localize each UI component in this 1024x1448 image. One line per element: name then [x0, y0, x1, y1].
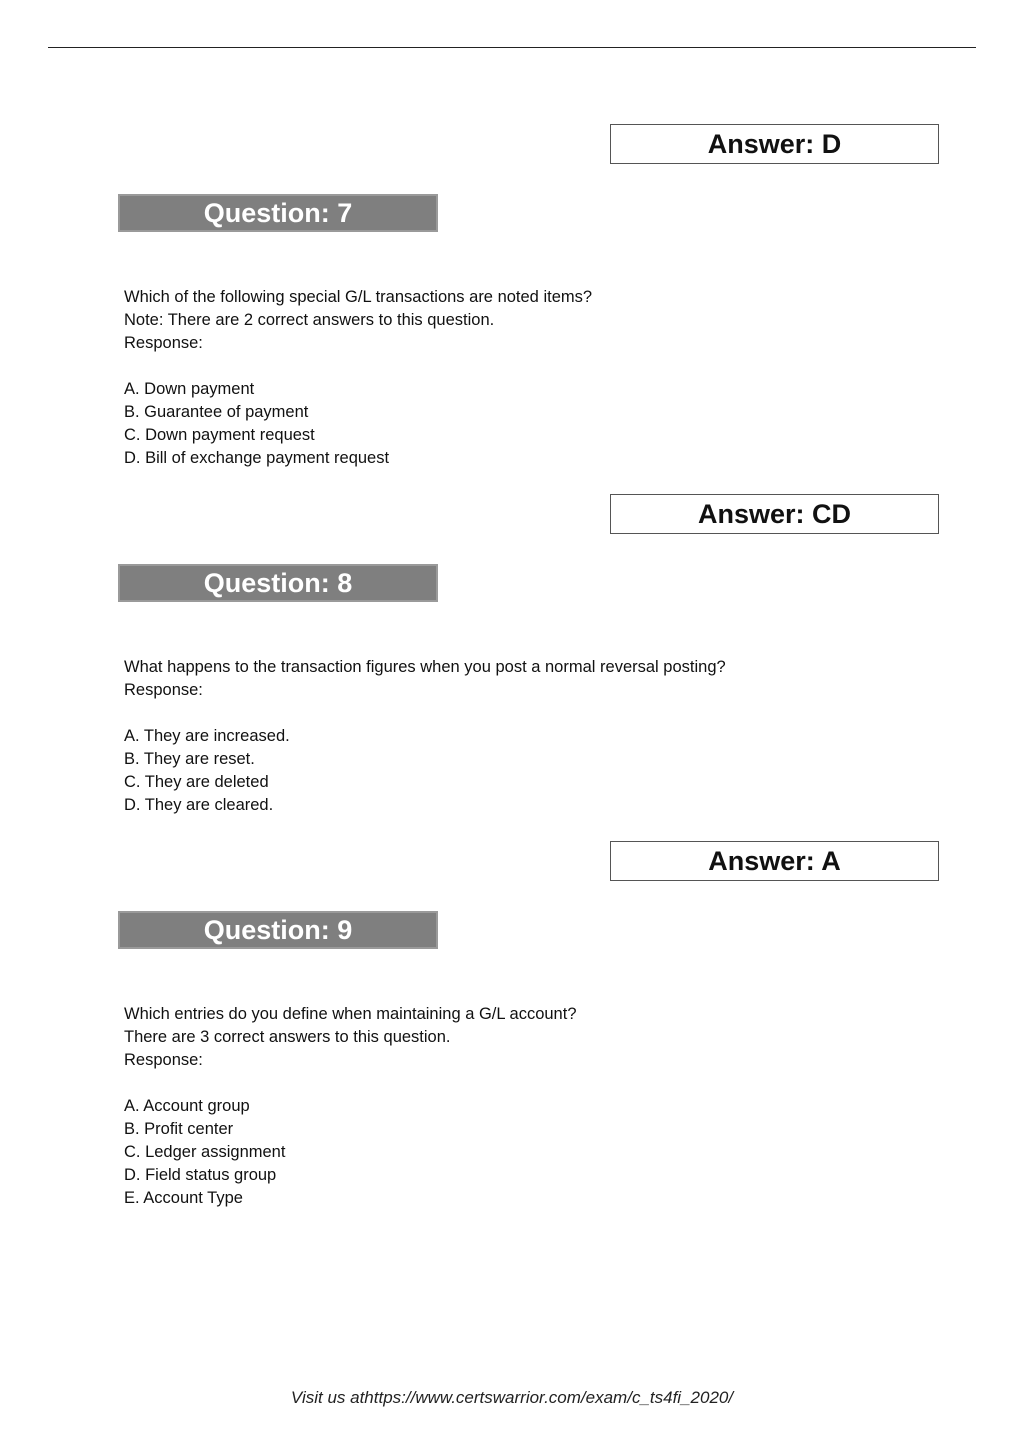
- footer-link[interactable]: Visit us athttps://www.certswarrior.com/exam/c_ts4fi_2020/: [290, 1388, 734, 1407]
- option-b: B. Profit center: [124, 1120, 234, 1138]
- option-a: A. Down payment: [124, 380, 255, 398]
- question-text: Which of the following special G/L transactions are noted items?: [124, 288, 593, 306]
- response-label: Response:: [124, 334, 203, 352]
- option-d: D. They are cleared.: [124, 796, 274, 814]
- question-body: [124, 656, 924, 817]
- question-body: [124, 286, 924, 470]
- question-note: Note: There are 2 correct answers to this question.: [124, 311, 495, 329]
- question-text: What happens to the transaction figures when you post a normal reversal posting?: [124, 658, 726, 676]
- question-text: Which entries do you define when maintaining a G/L account?: [124, 1005, 577, 1023]
- response-label: Response:: [124, 681, 203, 699]
- question-title: Question: 9: [118, 911, 438, 949]
- response-label: Response:: [124, 1051, 203, 1069]
- question-title: Question: 8: [118, 564, 438, 602]
- option-b: B. They are reset.: [124, 750, 255, 768]
- option-d: D. Bill of exchange payment request: [124, 449, 390, 467]
- option-c: C. They are deleted: [124, 773, 269, 791]
- top-rule: [48, 47, 976, 48]
- answer-box: Answer: D: [610, 124, 939, 164]
- option-a: A. They are increased.: [124, 727, 290, 745]
- answer-box: Answer: A: [610, 841, 939, 881]
- question-title: Question: 7: [118, 194, 438, 232]
- option-b: B. Guarantee of payment: [124, 403, 309, 421]
- option-c: C. Ledger assignment: [124, 1143, 286, 1161]
- option-d: D. Field status group: [124, 1166, 277, 1184]
- option-a: A. Account group: [124, 1097, 250, 1115]
- option-e: E. Account Type: [124, 1189, 243, 1207]
- question-body: [124, 1003, 924, 1210]
- question-note: There are 3 correct answers to this question.: [124, 1028, 451, 1046]
- option-c: C. Down payment request: [124, 426, 315, 444]
- answer-box: Answer: CD: [610, 494, 939, 534]
